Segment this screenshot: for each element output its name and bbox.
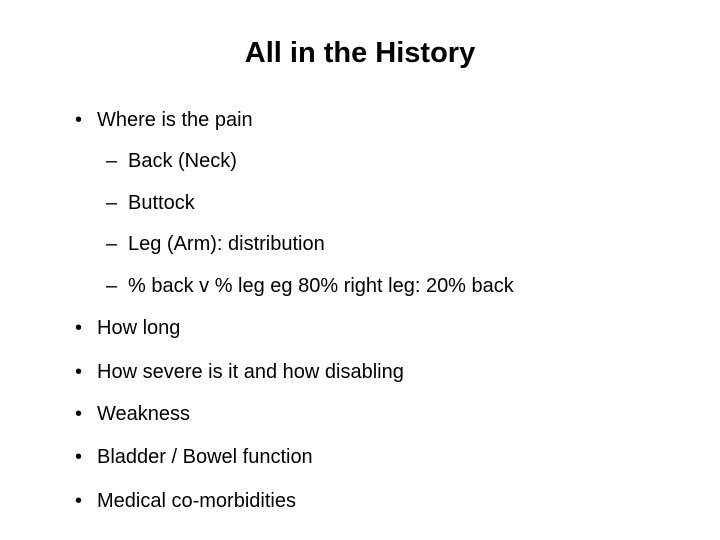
- bullet-item-weakness: Weakness: [97, 403, 191, 425]
- slide-title: All in the History: [244, 37, 476, 69]
- bullet-icon: •: [75, 317, 83, 339]
- sub-item-leg-arm-distribution: Leg (Arm): distribution: [128, 233, 325, 255]
- sub-item-back-leg-ratio: % back v % leg eg 80% right leg: 20% back: [128, 275, 514, 297]
- dash-icon: –: [106, 233, 118, 255]
- dash-icon: –: [106, 275, 118, 297]
- bullet-icon: •: [75, 109, 83, 131]
- bullet-icon: •: [75, 446, 83, 468]
- dash-icon: –: [106, 192, 118, 214]
- bullet-item-severity: How severe is it and how disabling: [97, 361, 404, 383]
- bullet-icon: •: [75, 490, 83, 512]
- dash-icon: –: [106, 150, 118, 172]
- sub-item-back-neck: Back (Neck): [128, 150, 237, 172]
- bullet-icon: •: [75, 403, 83, 425]
- sub-item-buttock: Buttock: [128, 192, 195, 214]
- bullet-item-bladder-bowel: Bladder / Bowel function: [97, 446, 313, 468]
- bullet-item-where-is-the-pain: Where is the pain: [97, 109, 253, 131]
- bullet-item-how-long: How long: [97, 317, 181, 339]
- bullet-icon: •: [75, 361, 83, 383]
- bullet-item-comorbidities: Medical co-morbidities: [97, 490, 296, 512]
